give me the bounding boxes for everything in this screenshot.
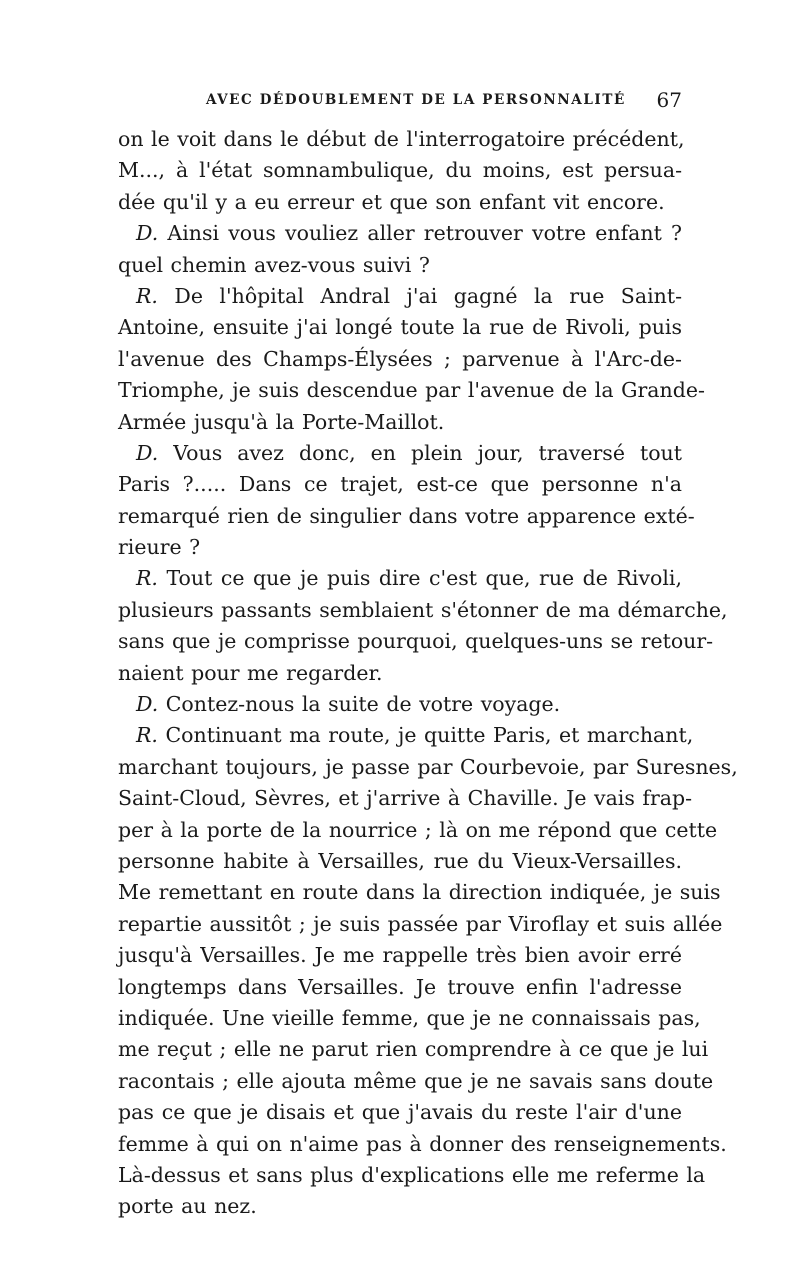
text-line: on le voit dans le début de l'interrogatoire précédent, bbox=[118, 127, 685, 151]
text-line: per à la porte de la nourrice ; là on me répond que cette bbox=[118, 817, 718, 842]
body-text bbox=[118, 124, 738, 1223]
text-line: Triomphe, je suis descendue par l'avenue de la Grande- bbox=[118, 378, 705, 403]
text-line: D. Ainsi vous vouliez aller retrouver votre enfant ? bbox=[136, 221, 682, 246]
text-line: Me remettant en route dans la direction indiquée, je suis bbox=[118, 880, 721, 905]
page-number: 67 bbox=[656, 88, 682, 112]
text-line: sans que je comprisse pourquoi, quelques-uns se retour- bbox=[118, 629, 714, 654]
running-title: AVEC DÉDOUBLEMENT DE LA PERSONNALITÉ bbox=[206, 92, 626, 108]
text-line: M..., à l'état somnambulique, du moins, est persua- bbox=[118, 158, 682, 183]
text-line: racontais ; elle ajouta même que je ne savais sans doute bbox=[118, 1068, 714, 1093]
text-line: remarqué rien de singulier dans votre apparence exté- bbox=[118, 503, 695, 528]
text-line: quel chemin avez-vous suivi ? bbox=[118, 252, 430, 277]
text-line: Là-dessus et sans plus d'explications elle me referme la bbox=[118, 1162, 706, 1187]
text-line: pas ce que je disais et que j'avais du reste l'air d'une bbox=[118, 1100, 682, 1125]
text-line: D. Vous avez donc, en plein jour, traversé tout bbox=[136, 440, 682, 465]
text-line: dée qu'il y a eu erreur et que son enfant vit encore. bbox=[118, 189, 665, 214]
text-line: Paris ?..... Dans ce trajet, est-ce que personne n'a bbox=[118, 472, 682, 497]
text-line: R. De l'hôpital Andral j'ai gagné la rue Saint- bbox=[136, 283, 682, 308]
text-line: personne habite à Versailles, rue du Vieux-Versailles. bbox=[118, 848, 682, 873]
text-line: porte au nez. bbox=[118, 1194, 257, 1219]
text-line: Saint-Cloud, Sèvres, et j'arrive à Chaville. Je vais frap- bbox=[118, 786, 693, 811]
text-line: R. Tout ce que je puis dire c'est que, rue de Rivoli, bbox=[136, 566, 682, 591]
text-line: plusieurs passants semblaient s'étonner de ma démarche, bbox=[118, 597, 728, 622]
text-line: R. Continuant ma route, je quitte Paris, et marchant, bbox=[136, 723, 694, 748]
text-line: femme à qui on n'aime pas à donner des renseignements. bbox=[118, 1131, 727, 1156]
text-line: jusqu'à Versailles. Je me rappelle très bien avoir erré bbox=[118, 943, 682, 968]
text-line: marchant toujours, je passe par Courbevoie, par Suresnes, bbox=[118, 754, 738, 779]
text-line: D. Contez-nous la suite de votre voyage. bbox=[136, 692, 561, 717]
running-head bbox=[130, 88, 682, 114]
text-line: Antoine, ensuite j'ai longé toute la rue de Rivoli, puis bbox=[118, 315, 682, 340]
text-line: indiquée. Une vieille femme, que je ne connaissais pas, bbox=[118, 1005, 701, 1030]
text-line: repartie aussitôt ; je suis passée par Viroflay et suis allée bbox=[118, 911, 723, 936]
text-line: naient pour me regarder. bbox=[118, 660, 383, 685]
text-line: l'avenue des Champs-Élysées ; parvenue à l'Arc-de- bbox=[118, 346, 682, 371]
text-line: me reçut ; elle ne parut rien comprendre à ce que je lui bbox=[118, 1037, 709, 1062]
text-line: rieure ? bbox=[118, 535, 201, 560]
text-line: Armée jusqu'à la Porte-Maillot. bbox=[118, 409, 445, 434]
text-line: longtemps dans Versailles. Je trouve enfin l'adresse bbox=[118, 974, 682, 999]
